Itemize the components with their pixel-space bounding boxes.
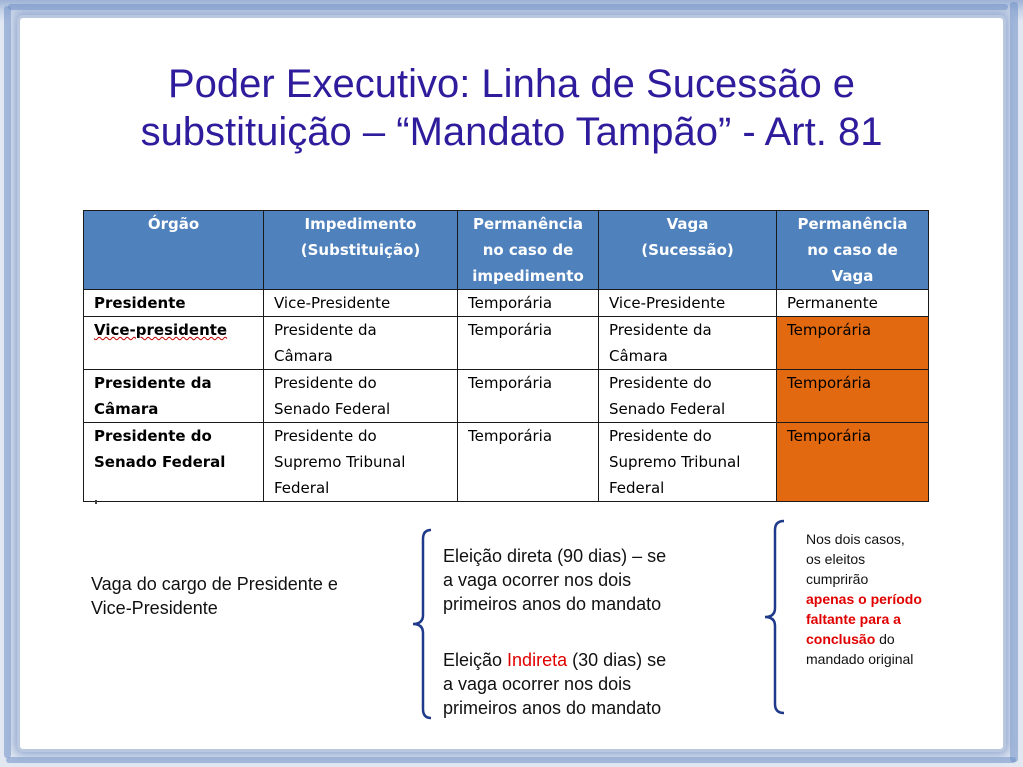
table-header-cell bbox=[264, 211, 458, 290]
succession-table bbox=[83, 210, 929, 502]
table-cell bbox=[777, 317, 929, 370]
vaga-line-2: Vice-Presidente bbox=[91, 598, 218, 618]
header-text: (Substituição) bbox=[300, 241, 421, 259]
nos-dois-casos-note bbox=[806, 529, 946, 669]
header-text: impedimento bbox=[472, 267, 584, 285]
table-cell bbox=[264, 290, 458, 317]
table-row bbox=[84, 290, 929, 317]
cell-text: Vice-presidente bbox=[94, 321, 228, 339]
casos-line-2: os eleitos bbox=[806, 551, 866, 567]
frame-brush-left bbox=[4, 6, 11, 758]
cell-text: Presidente da bbox=[94, 374, 212, 392]
cell-text: Câmara bbox=[94, 400, 159, 418]
cell-text: Temporária bbox=[468, 374, 553, 392]
cell-text: Supremo Tribunal bbox=[609, 453, 741, 471]
vaga-label bbox=[91, 572, 421, 620]
casos-line-3: cumprirão bbox=[806, 571, 869, 587]
table-cell bbox=[264, 317, 458, 370]
direta-line-2: a vaga ocorrer nos dois bbox=[443, 570, 632, 590]
cell-text: Temporária bbox=[787, 321, 872, 339]
table-cell bbox=[599, 370, 777, 423]
cell-text: Temporária bbox=[468, 427, 553, 445]
cell-text: Câmara bbox=[274, 347, 333, 365]
casos-line-1: Nos dois casos, bbox=[806, 531, 905, 547]
indireta-word: Indireta bbox=[507, 650, 568, 670]
stray-mark bbox=[95, 500, 97, 504]
cell-text: Presidente bbox=[94, 294, 186, 312]
cell-text: Presidente do bbox=[274, 374, 377, 392]
frame-brush-right bbox=[1010, 2, 1018, 762]
casos-rest bbox=[806, 589, 946, 669]
table-header-cell bbox=[777, 211, 929, 290]
cell-text: Câmara bbox=[609, 347, 668, 365]
table-header-row bbox=[84, 211, 929, 290]
cell-text: Senado Federal bbox=[274, 400, 391, 418]
header-text: Vaga bbox=[666, 215, 709, 233]
table-header-cell bbox=[84, 211, 264, 290]
table-body bbox=[84, 290, 929, 502]
table-cell bbox=[458, 370, 599, 423]
header-text: Órgão bbox=[147, 215, 200, 233]
table-cell bbox=[84, 290, 264, 317]
table-cell bbox=[777, 290, 929, 317]
cell-text: Federal bbox=[274, 479, 330, 497]
cell-text: Vice-Presidente bbox=[274, 294, 391, 312]
indireta-prefix: Eleição bbox=[443, 650, 508, 670]
table-cell bbox=[458, 317, 599, 370]
slide-title bbox=[40, 60, 983, 156]
eleicao-indireta-text bbox=[443, 648, 753, 720]
frame-brush-top bbox=[8, 4, 1008, 10]
cell-text: Presidente da bbox=[274, 321, 377, 339]
table-header-cell bbox=[458, 211, 599, 290]
cell-text: Supremo Tribunal bbox=[274, 453, 406, 471]
right-curly-bracket bbox=[760, 518, 790, 716]
indireta-line-1 bbox=[443, 648, 753, 672]
cell-text: Temporária bbox=[787, 374, 872, 392]
vaga-line-1: Vaga do cargo de Presidente e bbox=[91, 574, 338, 594]
header-text: Permanência bbox=[797, 215, 908, 233]
title-line-2: substituição – “Mandato Tampão” - Art. 81 bbox=[140, 110, 883, 154]
cell-text: Temporária bbox=[468, 294, 553, 312]
cell-text: Senado Federal bbox=[94, 453, 226, 471]
direta-line-3: primeiros anos do mandato bbox=[443, 594, 662, 614]
table-cell bbox=[777, 370, 929, 423]
cell-text: Presidente do bbox=[609, 427, 712, 445]
header-text: Vaga bbox=[831, 267, 874, 285]
casos-tail: do mandado original bbox=[806, 631, 914, 667]
casos-bold: apenas o período faltante para a conclusão bbox=[806, 591, 922, 647]
direta-line-1: Eleição direta (90 dias) – se bbox=[443, 546, 667, 566]
table-cell bbox=[264, 423, 458, 502]
cell-text: Senado Federal bbox=[609, 400, 726, 418]
header-text: no caso de bbox=[807, 241, 898, 259]
table-cell bbox=[84, 317, 264, 370]
table-cell bbox=[599, 423, 777, 502]
indireta-suffix: (30 dias) se bbox=[567, 650, 667, 670]
cell-text: Presidente do bbox=[274, 427, 377, 445]
cell-text: Presidente da bbox=[609, 321, 712, 339]
cell-text: Federal bbox=[609, 479, 665, 497]
eleicao-direta-text bbox=[443, 544, 753, 616]
table-cell bbox=[458, 290, 599, 317]
table-row bbox=[84, 423, 929, 502]
table-header-cell bbox=[599, 211, 777, 290]
frame-brush-bottom bbox=[6, 757, 1016, 763]
table-cell bbox=[84, 423, 264, 502]
title-line-1: Poder Executivo: Linha de Sucessão e bbox=[167, 62, 856, 106]
cell-text: Temporária bbox=[787, 427, 872, 445]
cell-text: Presidente do bbox=[609, 374, 712, 392]
cell-text: Permanente bbox=[787, 294, 878, 312]
indireta-line-3: primeiros anos do mandato bbox=[443, 698, 662, 718]
header-text: (Sucessão) bbox=[641, 241, 734, 259]
header-text: Permanência bbox=[472, 215, 583, 233]
left-curly-bracket bbox=[405, 527, 435, 722]
table-cell bbox=[84, 370, 264, 423]
table-cell bbox=[777, 423, 929, 502]
table-cell bbox=[599, 290, 777, 317]
header-text: no caso de bbox=[482, 241, 574, 259]
cell-text: Temporária bbox=[468, 321, 553, 339]
table-row bbox=[84, 370, 929, 423]
table-cell bbox=[458, 423, 599, 502]
table-cell bbox=[264, 370, 458, 423]
cell-text: Vice-Presidente bbox=[609, 294, 726, 312]
table-cell bbox=[599, 317, 777, 370]
header-text: Impedimento bbox=[304, 215, 417, 233]
indireta-line-2: a vaga ocorrer nos dois bbox=[443, 674, 632, 694]
table-row bbox=[84, 317, 929, 370]
cell-text: Presidente do bbox=[94, 427, 212, 445]
